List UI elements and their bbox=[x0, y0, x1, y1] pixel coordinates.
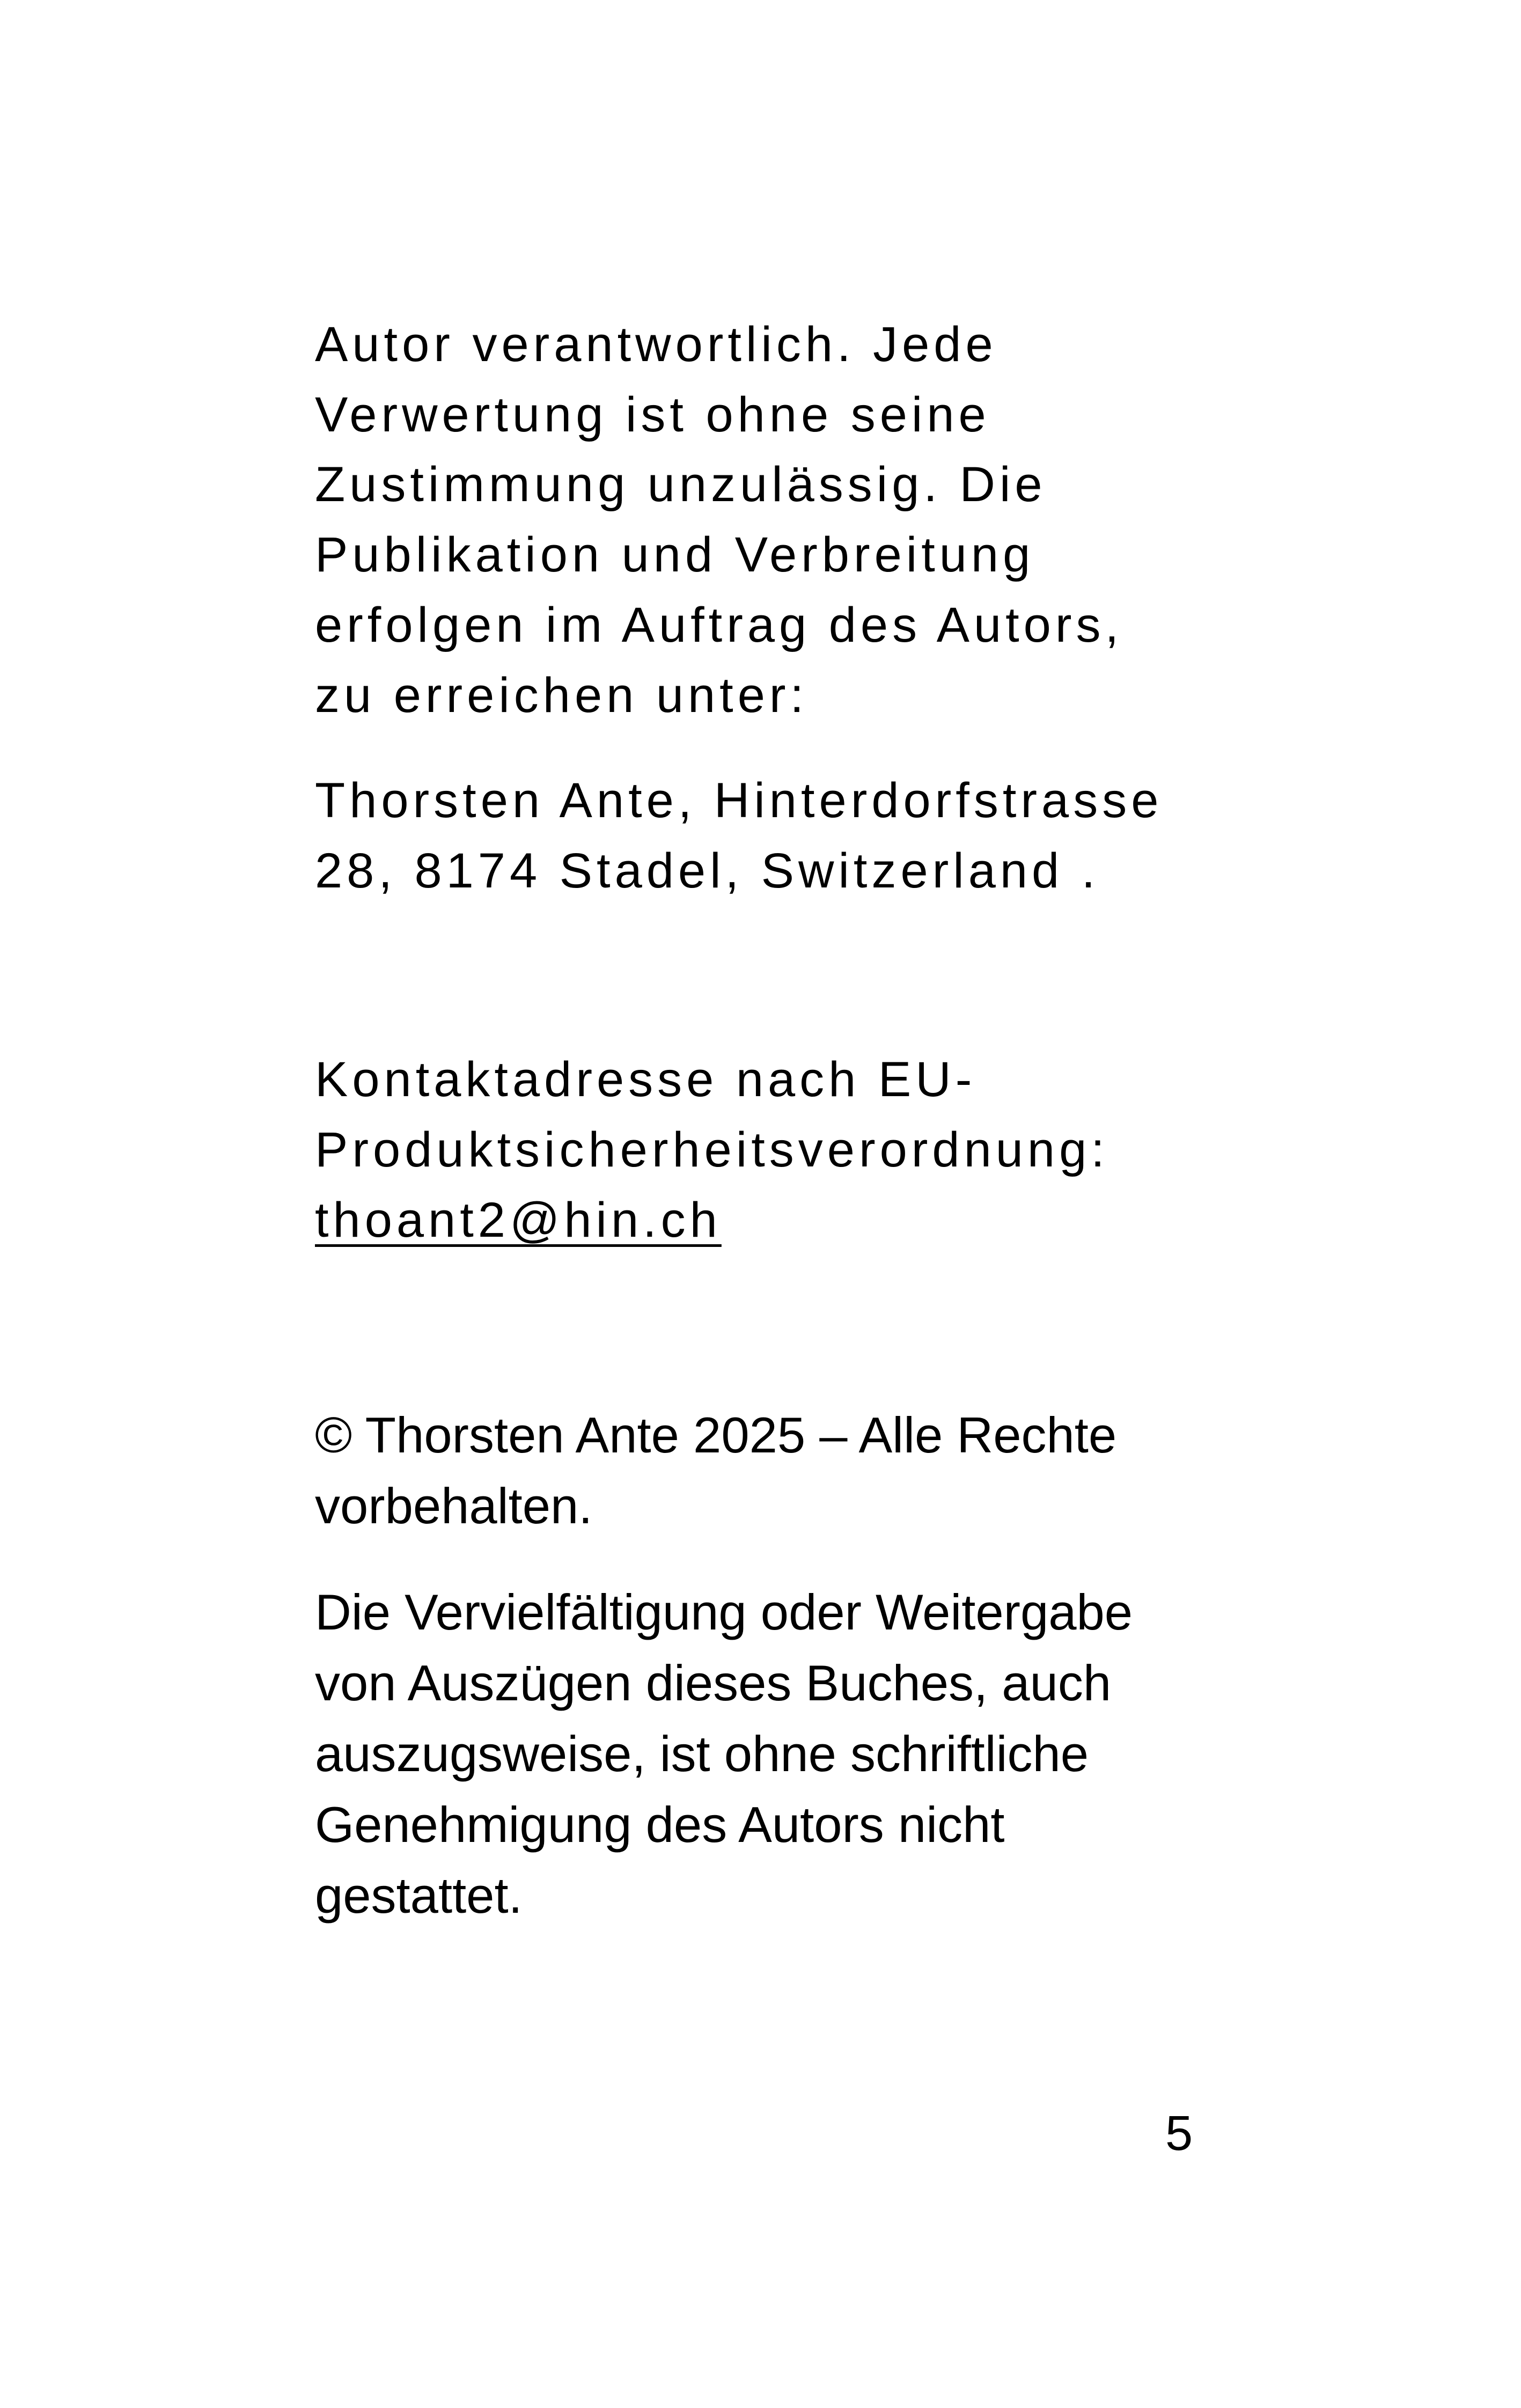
text-line: zu erreichen unter: bbox=[315, 668, 809, 723]
contact-email-link[interactable]: thoant2@hin.ch bbox=[315, 1193, 722, 1247]
address-line: Thorsten Ante, Hinterdorfstrasse bbox=[315, 773, 1163, 828]
notice-line: Genehmigung des Autors nicht bbox=[315, 1796, 1005, 1853]
text-line: Verwertung ist ohne seine bbox=[315, 387, 990, 442]
contact-email-line bbox=[315, 1195, 722, 1245]
notice-line: auszugsweise, ist ohne schriftliche bbox=[315, 1726, 1089, 1782]
page-number: 5 bbox=[1165, 2106, 1193, 2161]
text-line: Zustimmung unzulässig. Die bbox=[315, 457, 1047, 512]
notice-line: Die Vervielfältigung oder Weitergabe bbox=[315, 1584, 1133, 1640]
copyright-line: vorbehalten. bbox=[315, 1478, 593, 1534]
text-line: Publikation und Verbreitung bbox=[315, 527, 1035, 582]
contact-line: Kontaktadresse nach EU- bbox=[315, 1052, 976, 1107]
text-line: erfolgen im Auftrag des Autors, bbox=[315, 598, 1123, 652]
address-line: 28, 8174 Stadel, Switzerland . bbox=[315, 843, 1100, 898]
contact-line: Produktsicherheitsverordnung: bbox=[315, 1122, 1109, 1177]
notice-line: gestattet. bbox=[315, 1867, 523, 1924]
copyright-line: © Thorsten Ante 2025 – Alle Rechte bbox=[315, 1407, 1117, 1463]
notice-line: von Auszügen dieses Buches, auch bbox=[315, 1655, 1112, 1711]
text-line: Autor verantwortlich. Jede bbox=[315, 317, 997, 372]
